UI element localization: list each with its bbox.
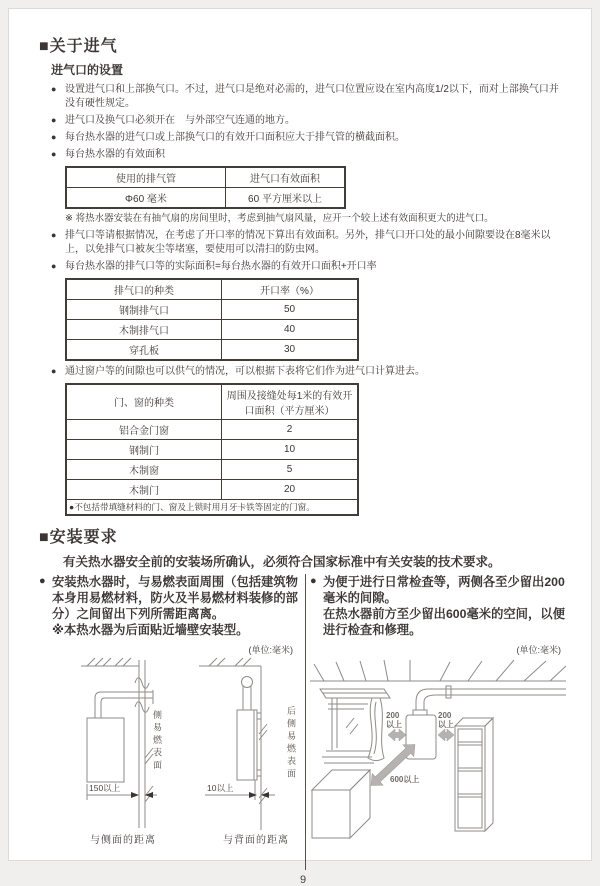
right-gap-value-label: 200: [438, 710, 452, 720]
table-row: [66, 439, 358, 459]
bullet-item: [51, 114, 567, 128]
bullet-icon: ●: [51, 365, 57, 376]
opening-ratio-table: [65, 278, 359, 361]
back-diagram-caption: 与背面的距离: [223, 834, 289, 846]
bullet-icon: ●: [51, 132, 57, 142]
bullet-icon: ●: [51, 84, 57, 94]
table-cell: 2: [222, 419, 359, 439]
table-row: [66, 479, 358, 499]
door-window-table: [65, 383, 359, 516]
install-left-column: [39, 574, 305, 870]
table-cell: 木制门: [66, 479, 222, 499]
table-note: ※ 将热水器安装在有抽气扇的房间里时，考虑到抽气扇风量，应开一个较上述有效面积更大的进气口。: [65, 213, 494, 224]
side-diagram-caption: 与侧面的距离: [90, 834, 156, 846]
page-number: 9: [299, 873, 307, 886]
bullet-item: [51, 365, 567, 379]
table-cell: Φ60 毫米: [66, 188, 226, 209]
table-cell: 50: [222, 299, 359, 319]
table-row: [66, 339, 358, 360]
right-gap-suffix-label: 以上: [438, 719, 454, 729]
section-title-air-intake: ■关于进气: [39, 38, 118, 55]
table-header-cell: 门、窗的种类: [66, 384, 222, 420]
left-gap-suffix-label: 以上: [386, 719, 402, 729]
side-dimension-label: 150以上: [89, 782, 121, 793]
service-clearance-drawing: [310, 658, 566, 870]
front-clearance-label: 600以上: [390, 774, 420, 784]
table-cell: 10: [222, 439, 359, 459]
bullet-text: 在热水器前方至少留出600毫米的空间，以便进行检查和修理。: [323, 607, 565, 638]
bullet-text: 排气口等请根据情况，在考虑了开口率的情况下算出有效面积。另外，排气口开口处的最小间隙要设在8毫米以上，以免排气口被灰尘等堵塞，要使用可以清扫的防虫网。: [65, 229, 551, 255]
bullet-text: 进气口及换气口必须开在 与外部空气连通的地方。: [65, 115, 295, 126]
table-cell: 铝合金门窗: [66, 419, 222, 439]
bullet-text: 每台热水器的有效面积: [65, 149, 165, 160]
table-header-cell: 开口率（%）: [222, 279, 359, 300]
bullet-text: 每台热水器的进气口或上部换气口的有效开口面积应大于排气管的横截面积。: [65, 132, 405, 143]
bullet-text: 通过窗户等的间隙也可以供气的情况，可以根据下表将它们作为进气口计算进去。: [65, 365, 425, 377]
install-left-note: ※本热水器为后面贴近墙壁安装型。: [52, 623, 249, 638]
table-cell: 20: [222, 479, 359, 499]
service-clearance-diagram: [310, 658, 566, 870]
table-cell: 穿孔板: [66, 339, 222, 360]
install-intro: 有关热水器安全前的安装场所确认，必须符合国家标准中有关安装的技术要求。: [63, 554, 501, 569]
table-header-cell: 周围及接缝处每1米的有效开口面积（平方厘米）: [222, 384, 359, 420]
bullet-icon: ●: [51, 229, 57, 240]
table-row: [66, 319, 358, 339]
bullet-icon: ●: [39, 574, 46, 587]
table-header-cell: 进气口有效面积: [226, 167, 346, 188]
section-title-install: ■安装要求: [39, 528, 118, 546]
install-section: [39, 524, 567, 870]
table-row: [66, 499, 358, 515]
left-gap-value-label: 200: [386, 710, 400, 720]
side-flammable-surface-label: 侧易燃表面: [152, 709, 162, 773]
bullet-item: [51, 131, 567, 145]
table-header-cell: 使用的排气管: [66, 167, 226, 188]
side-clearance-diagram: [57, 658, 189, 846]
unit-label: (单位:毫米): [516, 644, 561, 655]
table-cell: 木制窗: [66, 459, 222, 479]
table-cell: 60 平方厘米以上: [226, 188, 346, 209]
back-clearance-diagram: [197, 658, 315, 846]
table-cell: 钢制排气口: [66, 299, 222, 319]
table-cell: 40: [222, 319, 359, 339]
table-cell: 30: [222, 339, 359, 360]
bullet-icon: ●: [310, 574, 317, 587]
side-clearance-drawing: [57, 658, 189, 846]
bullet-text: 安装热水器时，与易燃表面周围（包括建筑物本身用易燃材料，防火及半易燃材料装修的部分）之间留出下列所需距离离。: [52, 574, 298, 622]
install-right-column: [305, 574, 567, 870]
back-flammable-surface-label: 后侧易燃表面: [286, 705, 296, 781]
back-dimension-label: 10以上: [207, 782, 234, 793]
table-header-cell: 排气口的种类: [66, 279, 222, 300]
subsection-title-intake-setup: 进气口的设置: [51, 63, 124, 77]
table-row: [66, 419, 358, 439]
bullet-text: 每台热水器的排气口等的实际面积=每台热水器的有效开口面积+开口率: [65, 260, 377, 272]
bullet-item: [39, 574, 299, 623]
manual-page: [8, 8, 592, 886]
table-footnote: ●不包括带填缝材料的门、窗及上锁时用月牙卡铁等固定的门窗。: [66, 499, 358, 515]
bullet-text: 设置进气口和上部换气口。不过，进气口是绝对必需的，进气口位置应设在室内高度1/2以下，而对上部换气口并没有硬性规定。: [65, 84, 559, 109]
bullet-item: [51, 83, 567, 111]
table-cell: 5: [222, 459, 359, 479]
bullet-item: [51, 229, 567, 257]
table-cell: 钢制门: [66, 439, 222, 459]
bullet-item: [51, 260, 567, 274]
bullet-item: [310, 574, 567, 606]
table-cell: 木制排气口: [66, 319, 222, 339]
bullet-icon: ●: [51, 260, 57, 271]
bullet-icon: ●: [51, 115, 57, 125]
exhaust-pipe-table: [65, 166, 346, 209]
table-row: [66, 299, 358, 319]
bullet-icon: ●: [51, 149, 57, 159]
table-row: [66, 459, 358, 479]
bullet-text: 为便于进行日常检查等，两侧各至少留出200毫米的间隙。: [323, 574, 565, 606]
bullet-item: [51, 148, 567, 162]
unit-label: (单位:毫米): [248, 644, 293, 655]
table-row: [66, 188, 345, 209]
